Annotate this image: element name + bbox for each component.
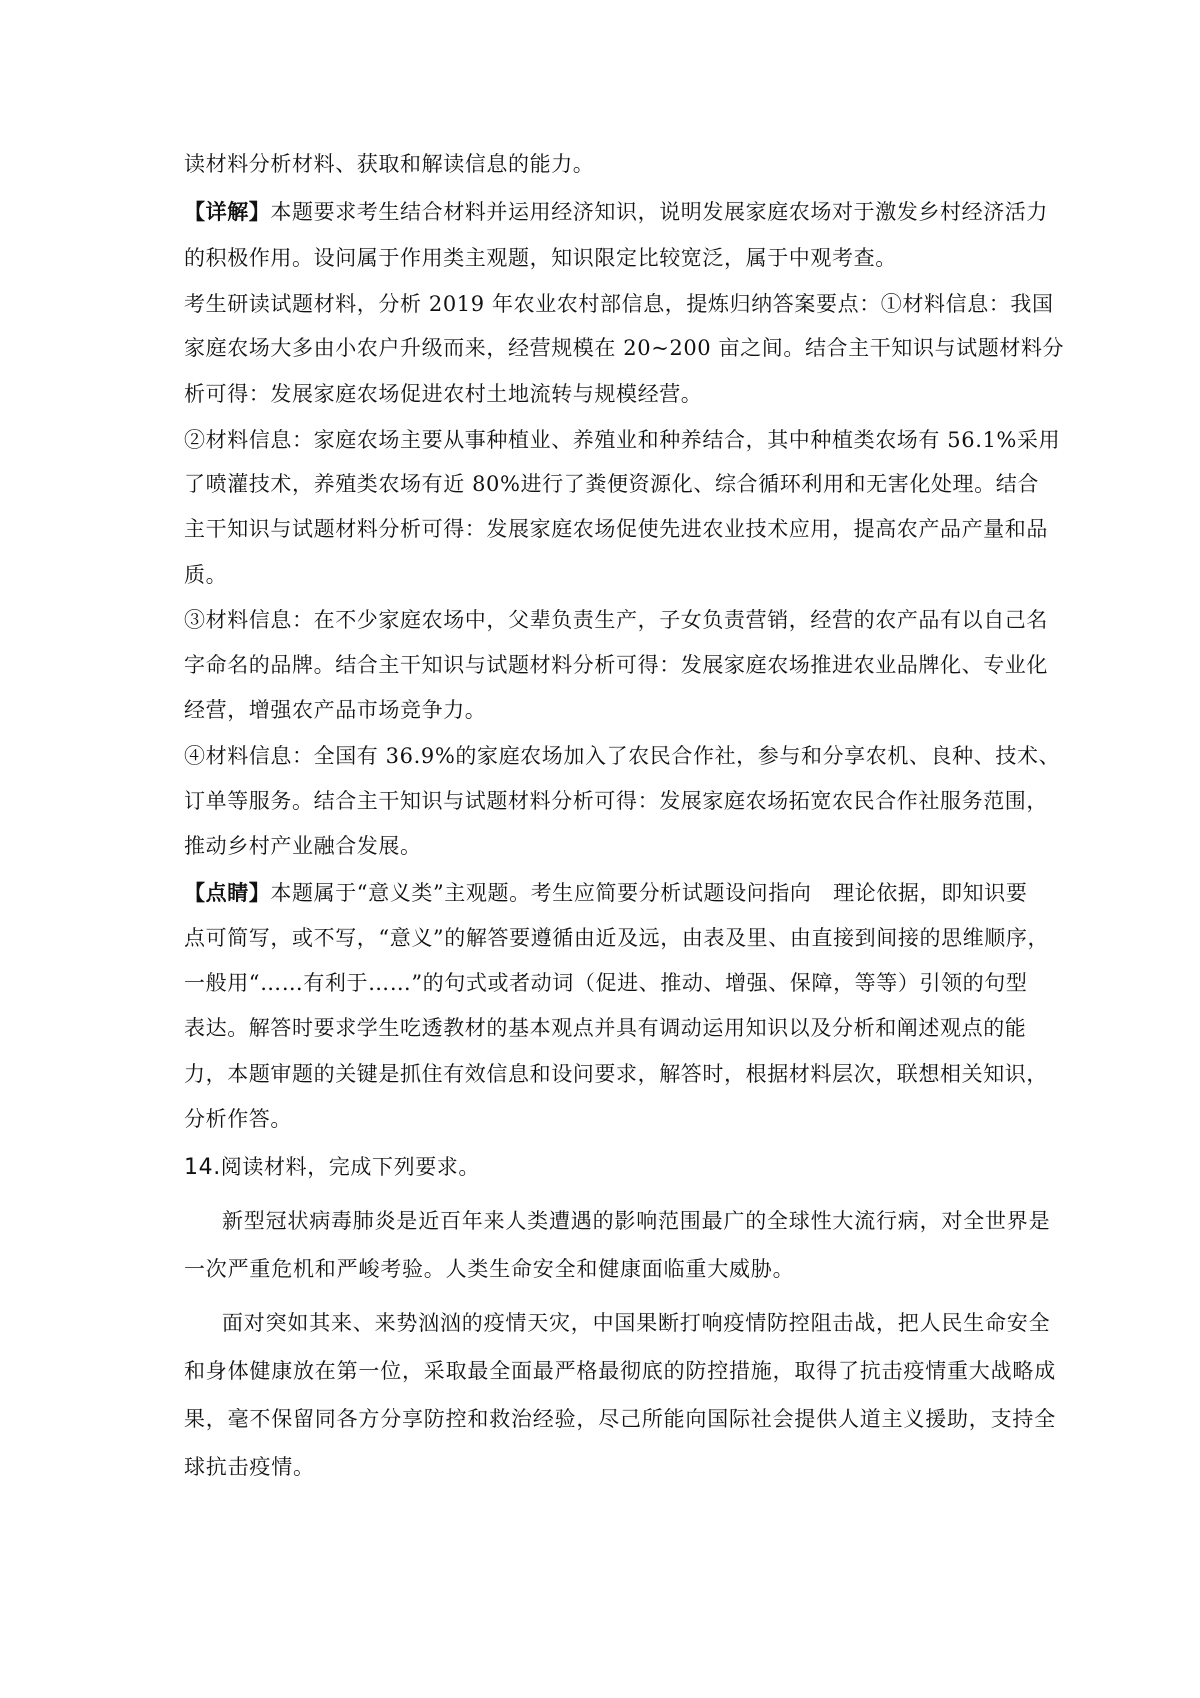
text-line-6: 析可得：发展家庭农场促进农村土地流转与规模经营。 [184, 382, 703, 406]
text-line-16: 推动乡村产业融合发展。 [184, 834, 422, 858]
text-line-21: 力，本题审题的关键是抓住有效信息和设问要求，解答时，根据材料层次，联想相关知识， [184, 1062, 1048, 1086]
text-line-12: 字命名的品牌。结合主干知识与试题材料分析可得：发展家庭农场推进农业品牌化、专业化 [184, 653, 1048, 677]
passage-p1-line-2: 一次严重危机和严峻考验。人类生命安全和健康面临重大威胁。 [184, 1257, 795, 1281]
text-line-9: 主干知识与试题材料分析可得：发展家庭农场促使先进农业技术应用，提高农产品产量和品 [184, 517, 1048, 541]
key-point-label: 【点睛】 [184, 880, 271, 905]
passage-p2-line-1: 面对突如其来、来势汹汹的疫情天灾，中国果断打响疫情防控阻击战，把人民生命安全 [222, 1311, 1051, 1335]
text-line-17 [184, 879, 1026, 907]
text-line-20: 表达。解答时要求学生吃透教材的基本观点并具有调动运用知识以及分析和阐述观点的能 [184, 1016, 1027, 1040]
text-line-19: 一般用“……有利于……”的句式或者动词（促进、推动、增强、保障，等等）引领的句型 [184, 971, 1028, 995]
text-line-14: ④材料信息：全国有 36.9%的家庭农场加入了农民合作社，参与和分享农机、良种、技术、 [184, 744, 1061, 768]
text-line-10: 质。 [184, 563, 228, 587]
passage-p2-line-2: 和身体健康放在第一位，采取最全面最严格最彻底的防控措施，取得了抗击疫情重大战略成 [184, 1359, 1056, 1383]
text-line-11: ③材料信息：在不少家庭农场中，父辈负责生产，子女负责营销，经营的农产品有以自己名 [184, 608, 1048, 632]
text-line-3: 的积极作用。设问属于作用类主观题，知识限定比较宽泛，属于中观考查。 [184, 246, 897, 270]
question-prompt: 阅读材料，完成下列要求。 [220, 1155, 480, 1179]
text-line-18: 点可简写，或不写，“意义”的解答要遵循由近及远，由表及里、由直接到间接的思维顺序， [184, 926, 1050, 950]
text-line-2 [184, 198, 1049, 226]
text-line-8: 了喷灌技术，养殖类农场有近 80%进行了粪便资源化、综合循环利用和无害化处理。结合 [184, 472, 1039, 496]
text-line-22: 分析作答。 [184, 1107, 292, 1131]
passage-p2-line-3: 果，毫不保留同各方分享防控和救治经验，尽己所能向国际社会提供人道主义援助，支持全 [184, 1407, 1056, 1431]
key-point-text: 本题属于“意义类”主观题。考生应简要分析试题设问指向 理论依据，即知识要 [270, 881, 1028, 905]
text-line-5: 家庭农场大多由小农户升级而来，经营规模在 20~200 亩之间。结合主干知识与试题材料分 [184, 336, 1065, 360]
passage-p1-line-1: 新型冠状病毒肺炎是近百年来人类遭遇的影响范围最广的全球性大流行病，对全世界是 [222, 1209, 1051, 1233]
passage-p2-line-4: 球抗击疫情。 [184, 1455, 315, 1479]
question-heading [184, 1153, 480, 1181]
text-line-4: 考生研读试题材料，分析 2019 年农业农村部信息，提炼归纳答案要点：①材料信息：我国 [184, 292, 1054, 316]
detail-text: 本题要求考生结合材料并运用经济知识，说明发展家庭农场对于激发乡村经济活力 [270, 200, 1049, 224]
text-line-7: ②材料信息：家庭农场主要从事种植业、养殖业和种养结合，其中种植类农场有 56.1%采用 [184, 428, 1061, 452]
detail-label: 【详解】 [184, 199, 271, 224]
text-line-1: 读材料分析材料、获取和解读信息的能力。 [184, 152, 595, 176]
text-line-13: 经营，增强农产品市场竞争力。 [184, 698, 487, 722]
text-line-15: 订单等服务。结合主干知识与试题材料分析可得：发展家庭农场拓宽农民合作社服务范围， [184, 789, 1048, 813]
question-number: 14. [184, 1155, 221, 1180]
